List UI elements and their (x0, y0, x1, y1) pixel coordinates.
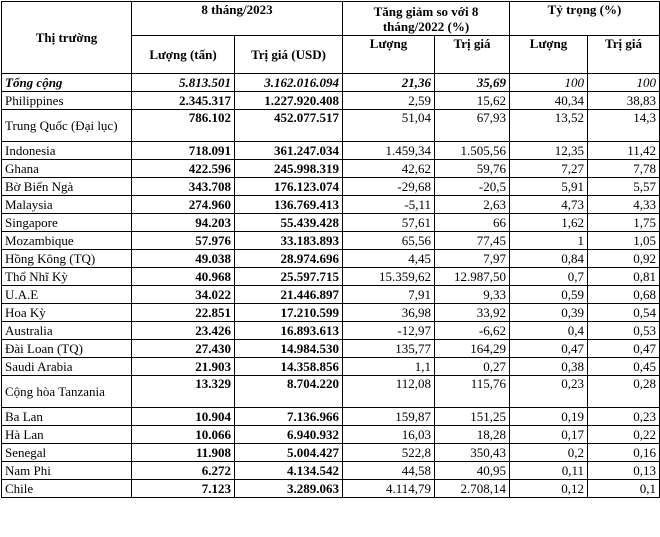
market-cell: Đài Loan (TQ) (2, 340, 132, 358)
volume-cell: 40.968 (132, 268, 235, 286)
change-volume-cell: 65,56 (343, 232, 435, 250)
share-value-cell: 38,83 (588, 92, 660, 110)
header-change-value: Trị giá (435, 36, 510, 74)
share-value-cell: 0,53 (588, 322, 660, 340)
share-value-cell: 100 (588, 74, 660, 92)
volume-cell: 13.329 (132, 376, 235, 408)
market-cell: Bờ Biển Ngà (2, 178, 132, 196)
change-volume-cell: 7,91 (343, 286, 435, 304)
change-volume-cell: -29,68 (343, 178, 435, 196)
share-volume-cell: 1,62 (510, 214, 588, 232)
value-cell: 3.289.063 (235, 480, 343, 498)
change-volume-cell: 159,87 (343, 408, 435, 426)
change-value-cell: 15,62 (435, 92, 510, 110)
change-volume-cell: 135,77 (343, 340, 435, 358)
change-value-cell: 35,69 (435, 74, 510, 92)
change-volume-cell: 36,98 (343, 304, 435, 322)
change-value-cell: 0,27 (435, 358, 510, 376)
share-volume-cell: 5,91 (510, 178, 588, 196)
share-volume-cell: 13,52 (510, 110, 588, 142)
change-volume-cell: 21,36 (343, 74, 435, 92)
change-value-cell: 350,43 (435, 444, 510, 462)
volume-cell: 34.022 (132, 286, 235, 304)
value-cell: 3.162.016.094 (235, 74, 343, 92)
value-cell: 176.123.074 (235, 178, 343, 196)
change-value-cell: 59,76 (435, 160, 510, 178)
change-volume-cell: 44,58 (343, 462, 435, 480)
market-cell: Hà Lan (2, 426, 132, 444)
change-volume-cell: 57,61 (343, 214, 435, 232)
table-row (2, 304, 660, 322)
share-volume-cell: 0,39 (510, 304, 588, 322)
change-volume-cell: 2,59 (343, 92, 435, 110)
value-cell: 33.183.893 (235, 232, 343, 250)
market-cell: Senegal (2, 444, 132, 462)
header-change-volume: Lượng (343, 36, 435, 74)
value-cell: 55.439.428 (235, 214, 343, 232)
value-cell: 4.134.542 (235, 462, 343, 480)
share-volume-cell: 0,38 (510, 358, 588, 376)
market-cell: U.A.E (2, 286, 132, 304)
share-value-cell: 0,54 (588, 304, 660, 322)
table-row (2, 196, 660, 214)
change-value-cell: 77,45 (435, 232, 510, 250)
table-row (2, 322, 660, 340)
change-volume-cell: 1,1 (343, 358, 435, 376)
table-row (2, 142, 660, 160)
market-cell: Singapore (2, 214, 132, 232)
volume-cell: 6.272 (132, 462, 235, 480)
change-value-cell: 18,28 (435, 426, 510, 444)
value-cell: 25.597.715 (235, 268, 343, 286)
share-value-cell: 0,13 (588, 462, 660, 480)
change-volume-cell: 15.359,62 (343, 268, 435, 286)
change-value-cell: 12.987,50 (435, 268, 510, 286)
market-cell: Australia (2, 322, 132, 340)
market-cell: Philippines (2, 92, 132, 110)
volume-cell: 7.123 (132, 480, 235, 498)
share-volume-cell: 100 (510, 74, 588, 92)
value-cell: 6.940.932 (235, 426, 343, 444)
volume-cell: 11.908 (132, 444, 235, 462)
market-cell: Hồng Kông (TQ) (2, 250, 132, 268)
share-value-cell: 0,47 (588, 340, 660, 358)
header-share-value: Trị giá (588, 36, 660, 74)
table-row (2, 232, 660, 250)
change-value-cell: 1.505,56 (435, 142, 510, 160)
volume-cell: 94.203 (132, 214, 235, 232)
header-period: 8 tháng/2023 (132, 2, 343, 36)
share-volume-cell: 0,47 (510, 340, 588, 358)
value-cell: 17.210.599 (235, 304, 343, 322)
header-change: Tăng giảm so với 8 tháng/2022 (%) (343, 2, 510, 36)
table-row (2, 340, 660, 358)
change-value-cell: 66 (435, 214, 510, 232)
volume-cell: 21.903 (132, 358, 235, 376)
change-volume-cell: 16,03 (343, 426, 435, 444)
change-volume-cell: -12,97 (343, 322, 435, 340)
header-volume: Lượng (tấn) (132, 36, 235, 74)
share-value-cell: 0,28 (588, 376, 660, 408)
value-cell: 452.077.517 (235, 110, 343, 142)
change-volume-cell: 112,08 (343, 376, 435, 408)
volume-cell: 786.102 (132, 110, 235, 142)
share-value-cell: 0,16 (588, 444, 660, 462)
share-volume-cell: 0,59 (510, 286, 588, 304)
market-cell: Mozambique (2, 232, 132, 250)
value-cell: 361.247.034 (235, 142, 343, 160)
change-volume-cell: 4.114,79 (343, 480, 435, 498)
change-value-cell: 2.708,14 (435, 480, 510, 498)
share-value-cell: 1,05 (588, 232, 660, 250)
change-value-cell: 2,63 (435, 196, 510, 214)
change-value-cell: -6,62 (435, 322, 510, 340)
value-cell: 5.004.427 (235, 444, 343, 462)
value-cell: 1.227.920.408 (235, 92, 343, 110)
table-row (2, 408, 660, 426)
volume-cell: 27.430 (132, 340, 235, 358)
share-volume-cell: 12,35 (510, 142, 588, 160)
export-markets-table (1, 1, 660, 498)
market-cell: Indonesia (2, 142, 132, 160)
change-value-cell: 164,29 (435, 340, 510, 358)
header-share: Tỷ trọng (%) (510, 2, 660, 36)
volume-cell: 23.426 (132, 322, 235, 340)
volume-cell: 718.091 (132, 142, 235, 160)
table-row (2, 426, 660, 444)
header-share-volume: Lượng (510, 36, 588, 74)
share-volume-cell: 0,23 (510, 376, 588, 408)
change-value-cell: 67,93 (435, 110, 510, 142)
total-row (2, 74, 660, 92)
share-volume-cell: 1 (510, 232, 588, 250)
table-row (2, 250, 660, 268)
share-value-cell: 0,22 (588, 426, 660, 444)
market-cell: Saudi Arabia (2, 358, 132, 376)
change-value-cell: 33,92 (435, 304, 510, 322)
share-value-cell: 7,78 (588, 160, 660, 178)
share-value-cell: 0,92 (588, 250, 660, 268)
value-cell: 136.769.413 (235, 196, 343, 214)
change-value-cell: 40,95 (435, 462, 510, 480)
volume-cell: 274.960 (132, 196, 235, 214)
value-cell: 14.358.856 (235, 358, 343, 376)
change-volume-cell: 522,8 (343, 444, 435, 462)
share-value-cell: 4,33 (588, 196, 660, 214)
share-value-cell: 0,23 (588, 408, 660, 426)
share-value-cell: 0,1 (588, 480, 660, 498)
share-volume-cell: 0,2 (510, 444, 588, 462)
change-value-cell: 115,76 (435, 376, 510, 408)
share-volume-cell: 40,34 (510, 92, 588, 110)
volume-cell: 57.976 (132, 232, 235, 250)
change-volume-cell: 1.459,34 (343, 142, 435, 160)
market-cell: Cộng hòa Tanzania (2, 376, 132, 408)
change-value-cell: -20,5 (435, 178, 510, 196)
value-cell: 245.998.319 (235, 160, 343, 178)
share-volume-cell: 0,19 (510, 408, 588, 426)
market-cell: Thổ Nhĩ Kỳ (2, 268, 132, 286)
value-cell: 8.704.220 (235, 376, 343, 408)
share-volume-cell: 0,84 (510, 250, 588, 268)
header-market: Thị trường (2, 2, 132, 74)
share-value-cell: 0,68 (588, 286, 660, 304)
table-row (2, 178, 660, 196)
market-cell: Malaysia (2, 196, 132, 214)
table-row (2, 214, 660, 232)
share-value-cell: 11,42 (588, 142, 660, 160)
table-row (2, 462, 660, 480)
value-cell: 28.974.696 (235, 250, 343, 268)
change-volume-cell: 4,45 (343, 250, 435, 268)
table-row (2, 110, 660, 142)
volume-cell: 5.813.501 (132, 74, 235, 92)
table-row (2, 480, 660, 498)
share-volume-cell: 0,11 (510, 462, 588, 480)
market-cell: Tổng cộng (2, 74, 132, 92)
market-cell: Ba Lan (2, 408, 132, 426)
change-value-cell: 9,33 (435, 286, 510, 304)
table-row (2, 358, 660, 376)
change-volume-cell: -5,11 (343, 196, 435, 214)
table-row (2, 268, 660, 286)
share-volume-cell: 0,4 (510, 322, 588, 340)
share-volume-cell: 0,12 (510, 480, 588, 498)
table-row (2, 444, 660, 462)
value-cell: 16.893.613 (235, 322, 343, 340)
share-value-cell: 5,57 (588, 178, 660, 196)
value-cell: 7.136.966 (235, 408, 343, 426)
volume-cell: 10.066 (132, 426, 235, 444)
share-volume-cell: 0,7 (510, 268, 588, 286)
table-row (2, 286, 660, 304)
change-value-cell: 151,25 (435, 408, 510, 426)
table-body (2, 74, 660, 498)
change-value-cell: 7,97 (435, 250, 510, 268)
table-row (2, 160, 660, 178)
change-volume-cell: 42,62 (343, 160, 435, 178)
market-cell: Chile (2, 480, 132, 498)
change-volume-cell: 51,04 (343, 110, 435, 142)
volume-cell: 343.708 (132, 178, 235, 196)
volume-cell: 22.851 (132, 304, 235, 322)
value-cell: 14.984.530 (235, 340, 343, 358)
volume-cell: 49.038 (132, 250, 235, 268)
share-value-cell: 1,75 (588, 214, 660, 232)
market-cell: Ghana (2, 160, 132, 178)
value-cell: 21.446.897 (235, 286, 343, 304)
market-cell: Trung Quốc (Đại lục) (2, 110, 132, 142)
share-volume-cell: 4,73 (510, 196, 588, 214)
share-volume-cell: 7,27 (510, 160, 588, 178)
market-cell: Hoa Kỳ (2, 304, 132, 322)
share-volume-cell: 0,17 (510, 426, 588, 444)
header-value: Trị giá (USD) (235, 36, 343, 74)
volume-cell: 422.596 (132, 160, 235, 178)
volume-cell: 10.904 (132, 408, 235, 426)
share-value-cell: 0,81 (588, 268, 660, 286)
volume-cell: 2.345.317 (132, 92, 235, 110)
table-row (2, 376, 660, 408)
share-value-cell: 0,45 (588, 358, 660, 376)
market-cell: Nam Phi (2, 462, 132, 480)
table-row (2, 92, 660, 110)
share-value-cell: 14,3 (588, 110, 660, 142)
